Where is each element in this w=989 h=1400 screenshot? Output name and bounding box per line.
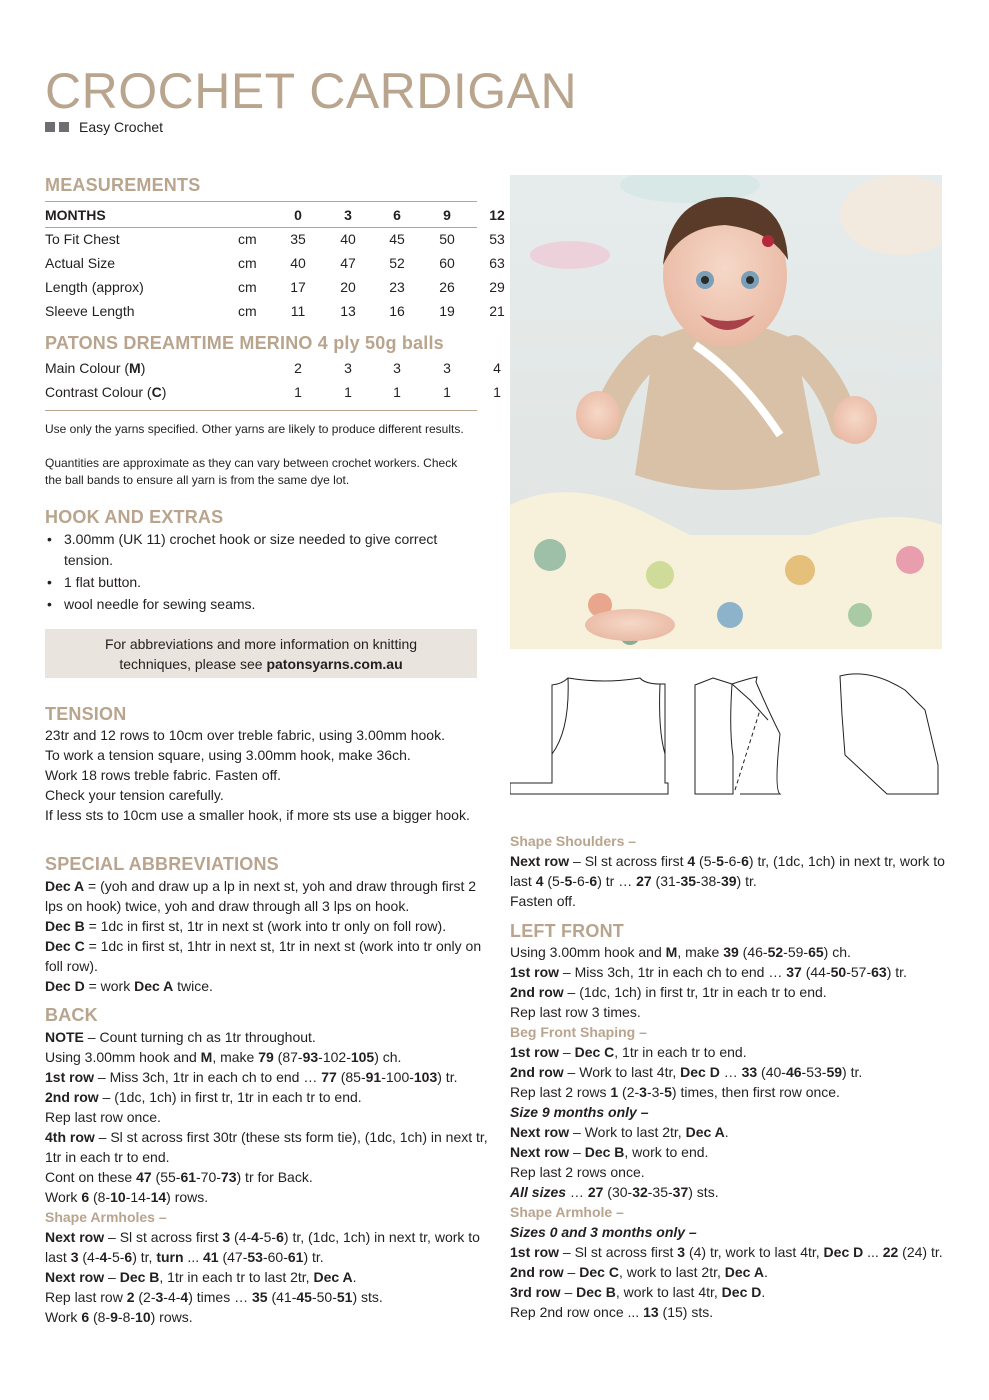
measurements-header-row: MONTHS 0 3 6 9 12: [45, 207, 505, 223]
divider: [45, 410, 477, 411]
hook-heading: HOOK AND EXTRAS: [45, 507, 224, 527]
divider: [45, 201, 477, 202]
table-row: Actual Size cm 40 47 52 60 63: [45, 255, 505, 271]
subheading: Beg Front Shaping –: [510, 1024, 647, 1040]
list-item: • 1 flat button.: [45, 572, 477, 593]
baby-photo: [510, 175, 942, 649]
table-row: Sleeve Length cm 11 13 16 19 21: [45, 303, 505, 319]
info-box: For abbreviations and more information on knitting techniques, please see patonsyarns.com.au: [45, 629, 477, 678]
garment-schematic: [510, 670, 942, 800]
subheading: Shape Armhole –: [510, 1204, 624, 1220]
table-row: Contrast Colour (C) 1 1 1 1 1: [45, 384, 501, 400]
special-abbreviations-heading: SPECIAL ABBREVIATIONS: [45, 854, 279, 874]
sleeve-piece-outline: [840, 674, 938, 794]
quantity-note: Quantities are approximate as they can vary between crochet workers. Check the ball bands to ensure all yarn is from the same dye lot.: [45, 456, 458, 487]
hook-list: [45, 529, 477, 616]
list-item: • 3.00mm (UK 11) crochet hook or size needed to give correct tension.: [45, 529, 477, 571]
difficulty-level: [45, 119, 163, 135]
difficulty-squares-icon: [45, 122, 69, 132]
back-piece-outline: [510, 678, 668, 794]
table-row: To Fit Chest cm 35 40 45 50 53: [45, 231, 505, 247]
tension-text: 23tr and 12 rows to 10cm over treble fabric, using 3.00mm hook. To work a tension square, using 3.00mm hook, make 36ch. Work 18 rows treble fabric. Fasten off. Check your tension carefully. If less sts to 10cm use a smaller hook, if more sts use a bigger hook.: [45, 727, 470, 823]
back-instructions: NOTE – Count turning ch as 1tr throughout. Using 3.00mm hook and M, make 79 (87-93-102-105) ch. 1st row – Miss 3ch, 1tr in each ch to end … 77 (85-91-100-103) tr. 2nd row – (1dc, 1ch) in first tr, 1tr in each tr to end. Rep last row once. 4th row – Sl st across first 30tr (these sts form tie), (1dc, 1ch) in next tr, 1tr in each tr to end. Cont on these 47 (55-61-70-73) tr for Back. Work 6 (8-10-14-14) rows. Shape Armholes – Next row – Sl st across first 3 (4-4-5-6) tr, (1dc, 1ch) in next tr, work to last 3 (4-4-5-6) tr, turn ... 41 (47-53-60-61) tr. Next row – Dec B, 1tr in each tr to last 2tr, Dec A. Rep last row 2 (2-3-4-4) times … 35 (41-45-50-51) sts. Work 6 (8-9-8-10) rows.: [45, 1027, 490, 1327]
yarn-heading: PATONS DREAMTIME MERINO 4 ply 50g balls: [45, 333, 444, 353]
measurements-heading: MEASUREMENTS: [45, 175, 201, 195]
difficulty-label: Easy Crochet: [79, 119, 164, 135]
page-title: CROCHET CARDIGAN: [45, 63, 578, 119]
table-row: Main Colour (M) 2 3 3 3 4: [45, 360, 501, 376]
front-piece-outline: [695, 677, 780, 794]
left-front-heading: LEFT FRONT: [510, 921, 624, 941]
subheading: Shape Armholes –: [45, 1209, 167, 1225]
list-item: • wool needle for sewing seams.: [45, 594, 477, 615]
table-row: Length (approx) cm 17 20 23 26 29: [45, 279, 505, 295]
website-link[interactable]: patonsyarns.com.au: [266, 655, 403, 672]
tension-heading: TENSION: [45, 704, 127, 724]
subheading: Shape Shoulders –: [510, 833, 637, 849]
shoulders-instructions: Shape Shoulders – Next row – Sl st across first 4 (5-5-6-6) tr, (1dc, 1ch) in next tr, work to last 4 (5-5-6-6) tr … 27 (31-35-38-39) tr. Fasten off.: [510, 831, 955, 911]
left-front-instructions: Using 3.00mm hook and M, make 39 (46-52-59-65) ch. 1st row – Miss 3ch, 1tr in each ch to end … 37 (44-50-57-63) tr. 2nd row – (1dc, 1ch) in first tr, 1tr in each tr to end. Rep last row 3 times. Beg Front Shaping – 1st row – Dec C, 1tr in each tr to end. 2nd row – Work to last 4tr, Dec D … 33 (40-46-53-59) tr. Rep last 2 rows 1 (2-3-3-5) times, then first row once. Size 9 months only – Next row – Work to last 2tr, Dec A. Next row – Dec B, work to end. Rep last 2 rows once. All sizes … 27 (30-32-35-37) sts. Shape Armhole – Sizes 0 and 3 months only – 1st row – Sl st across first 3 (4) tr, work to last 4tr, Dec D ... 22 (24) tr. 2nd row – Dec C, work to last 2tr, Dec A. 3rd row – Dec B, work to last 4tr, Dec D. Rep 2nd row once ... 13 (15) sts.: [510, 942, 955, 1322]
special-abbreviations-text: Dec A = (yoh and draw up a lp in next st, yoh and draw through first 2 lps on hook) twice, yoh and draw through all 3 lps on hook. Dec B = 1dc in first st, 1tr in next st (work into tr only on foll row). Dec C = 1dc in first st, 1htr in next st, 1tr in next st (work into tr only on foll row). Dec D = work Dec A twice.: [45, 878, 482, 994]
back-heading: BACK: [45, 1005, 98, 1025]
yarn-note: Use only the yarns specified. Other yarns are likely to produce different results.: [45, 422, 464, 436]
